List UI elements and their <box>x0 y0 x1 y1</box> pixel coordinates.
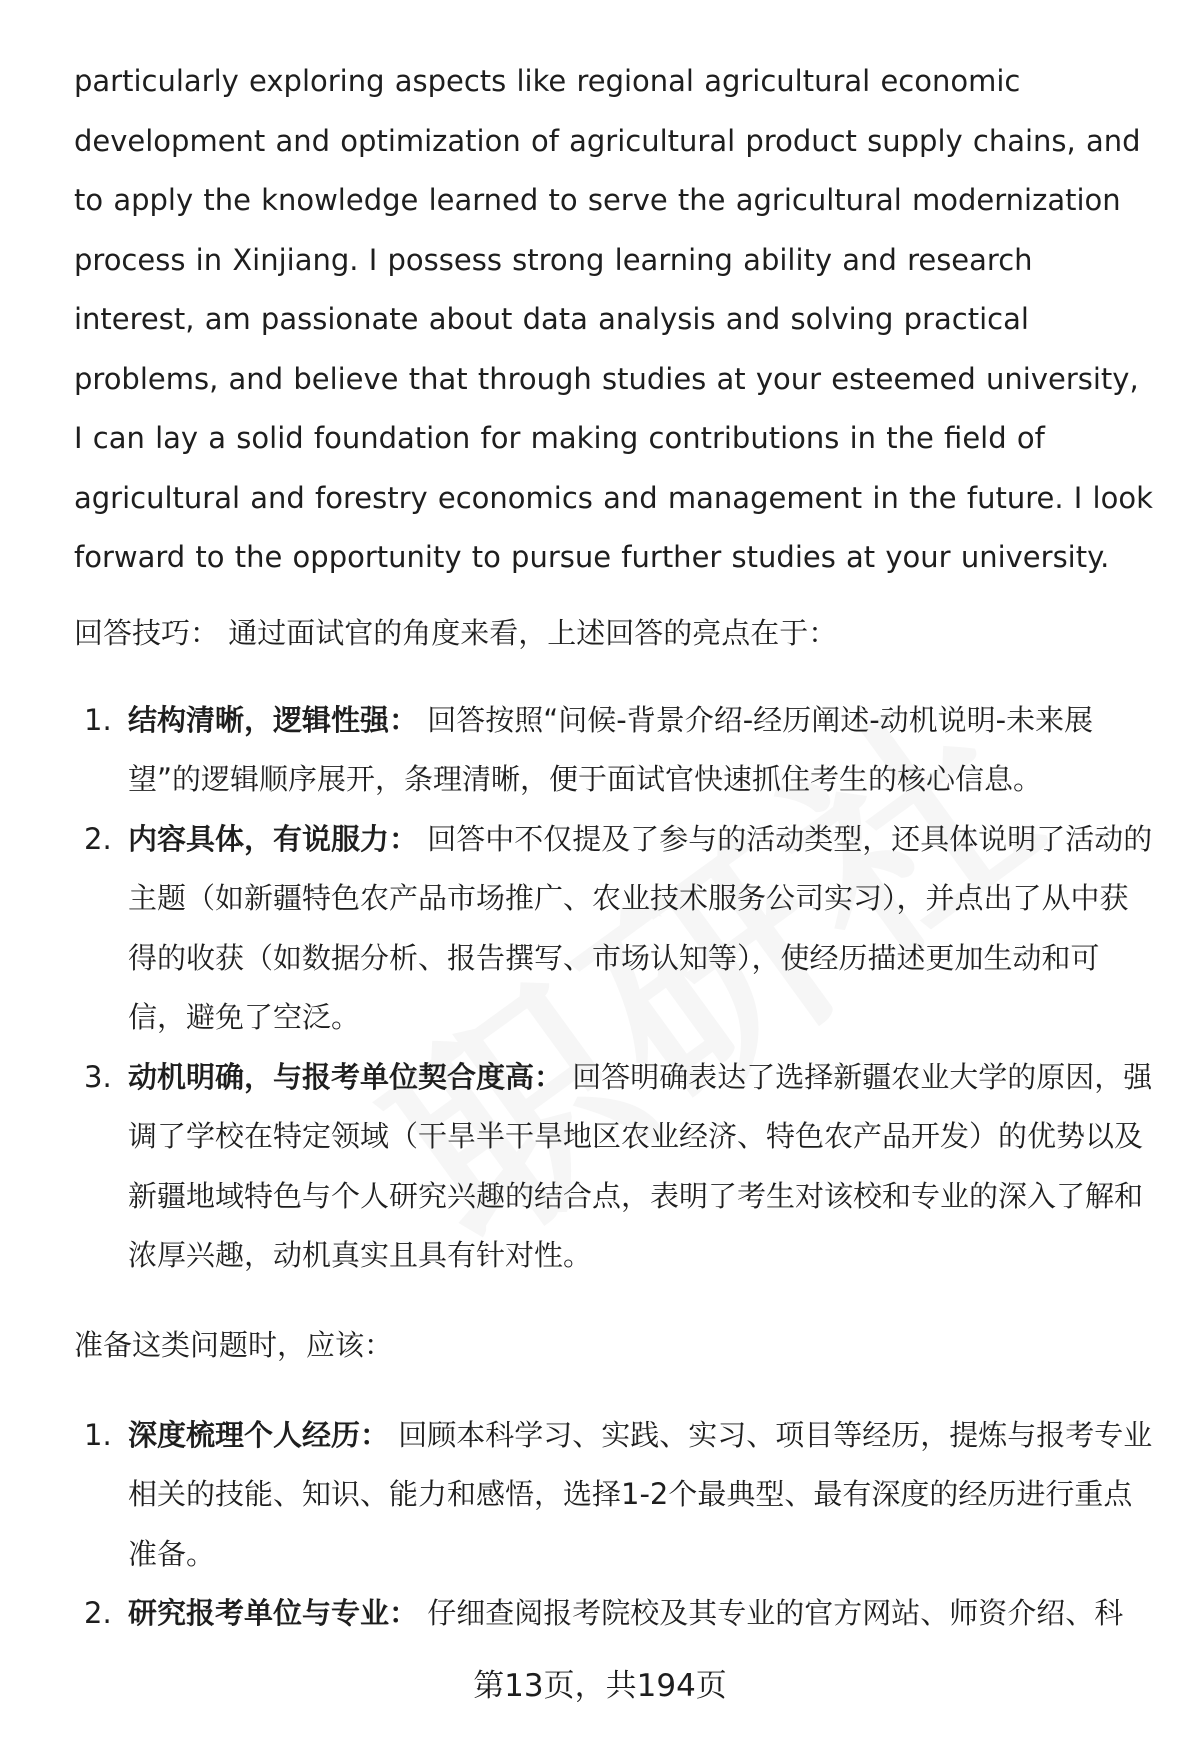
prep-intro: 准备这类问题时，应该： <box>74 1327 394 1362</box>
list-number: 1. <box>84 1417 112 1452</box>
list-number: 1. <box>84 702 112 737</box>
list-item-title: 结构清晰，逻辑性强： <box>128 702 419 737</box>
prep-list <box>74 1406 1154 1644</box>
list-item-title: 动机明确，与报考单位契合度高： <box>128 1059 564 1094</box>
tips-intro: 通过面试官的角度来看，上述回答的亮点在于： <box>228 615 838 650</box>
page-footer: 第13页，共194页 <box>473 1668 727 1704</box>
list-item-text: 回顾本科学习、实践、实习、项目等经历，提炼与报考专业相关的技能、知识、能力和感悟，选择1-2个最典型、最有深度的经历进行重点准备。 <box>128 1417 1153 1571</box>
document-page <box>74 52 1154 1644</box>
list-item-title: 研究报考单位与专业： <box>128 1596 419 1630</box>
tips-list <box>74 691 1154 1286</box>
list-item <box>74 691 1154 810</box>
list-item-text: 回答中不仅提及了参与的活动类型，还具体说明了活动的主题（如新疆特色农产品市场推广、农业技术服务公司实习），并点出了从中获得的收获（如数据分析、报告撰写、市场认知等），使经历描述更加生动和可信，避免了空泛。 <box>128 821 1153 1034</box>
list-number: 3. <box>84 1059 112 1094</box>
list-number: 2. <box>84 821 112 856</box>
list-number: 2. <box>84 1596 112 1630</box>
list-item <box>74 1048 1154 1286</box>
list-item <box>74 1406 1154 1585</box>
intro-paragraph: particularly exploring aspects like regional agricultural economic development and optimization of agricultural product supply chains, and to apply the knowledge learned to serve the agricultural modernization process in Xinjiang. I possess strong learning ability and research interest, am passionate about data analysis and solving practical problems, and believe that through studies at your esteemed university, I can lay a solid foundation for making contributions in the field of agricultural and forestry economics and management in the future. I look forward to the opportunity to pursue further studies at your university. <box>74 64 1153 574</box>
tips-intro-line <box>74 604 1154 663</box>
list-item-text: 仔细查阅报考院校及其专业的官方网站、师资介绍、科 <box>427 1596 1124 1630</box>
tips-label: 回答技巧： <box>74 615 220 650</box>
list-item <box>74 810 1154 1048</box>
list-item-text: 回答按照“问候-背景介绍-经历阐述-动机说明-未来展望”的逻辑顺序展开，条理清晰，便于面试官快速抓住考生的核心信息。 <box>128 702 1094 796</box>
list-item <box>74 1584 1154 1644</box>
list-item-text: 回答明确表达了选择新疆农业大学的原因，强调了学校在特定领域（干旱半干旱地区农业经济、特色农产品开发）的优势以及新疆地域特色与个人研究兴趣的结合点，表明了考生对该校和专业的深入了解和浓厚兴趣，动机真实且具有针对性。 <box>128 1059 1153 1272</box>
list-item-title: 深度梳理个人经历： <box>128 1417 390 1452</box>
list-item-title: 内容具体，有说服力： <box>128 821 419 856</box>
